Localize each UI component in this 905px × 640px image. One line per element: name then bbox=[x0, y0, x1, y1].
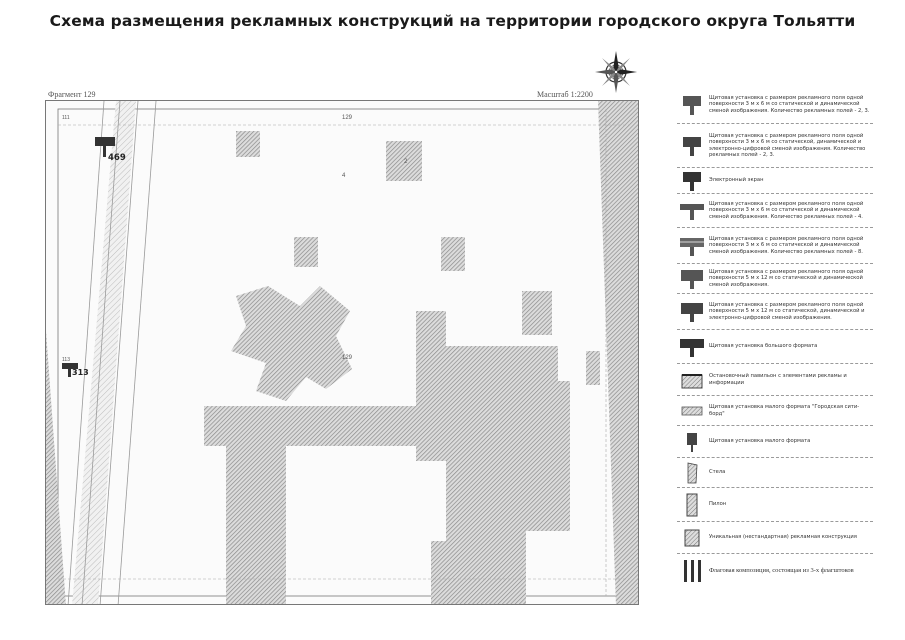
cross-building bbox=[231, 286, 352, 401]
legend-item bbox=[677, 330, 873, 364]
parcel-label: 2 bbox=[404, 159, 408, 165]
building bbox=[236, 131, 260, 157]
legend-item bbox=[677, 488, 873, 522]
large-format-icon bbox=[679, 336, 705, 358]
parcel-label: 129 bbox=[342, 115, 353, 121]
electronic-screen-icon bbox=[681, 170, 703, 192]
legend-text: Щитовая установка с размером рекламного поля одной поверхности 3 м х 6 м со статической и динамической сменой изображения. Количество рекламных полей - 2, 3. bbox=[709, 95, 870, 114]
legend-text: Щитовая установка с размером рекламного поля одной поверхности 3 м х 6 м со статической, динамической и электронно-цифровой сменой изображения. Количество рекламных полей - 2, 3. bbox=[709, 133, 866, 158]
small-format-icon bbox=[682, 431, 702, 453]
legend-text: Электронный экран bbox=[709, 177, 764, 184]
building bbox=[522, 291, 552, 335]
billboard-marker-icon[interactable] bbox=[62, 363, 89, 377]
legend-item bbox=[677, 228, 873, 264]
legend-text: Щитовая установка малого формата bbox=[709, 438, 811, 445]
map-canvas[interactable] bbox=[45, 100, 639, 605]
pavilion-icon bbox=[680, 370, 704, 390]
billboard-large-digital-icon bbox=[680, 301, 704, 323]
marker-number: 313 bbox=[72, 368, 89, 377]
pylon-icon bbox=[682, 492, 702, 518]
building bbox=[586, 351, 600, 385]
legend-text: Щитовая установка малого формата "Городская сити-борд" bbox=[709, 404, 860, 417]
stela-icon bbox=[682, 461, 702, 485]
legend-item bbox=[677, 194, 873, 228]
road-shoulder bbox=[46, 331, 66, 605]
legend-text: Остановочный павильон с элементами рекламы и информации bbox=[709, 373, 847, 386]
main-complex-west bbox=[204, 406, 418, 605]
legend-item bbox=[677, 426, 873, 458]
legend-item bbox=[677, 364, 873, 396]
parcel-label: 113 bbox=[62, 357, 70, 363]
legend-item bbox=[677, 554, 873, 588]
legend-item bbox=[677, 294, 873, 330]
legend-text: Уникальная (нестандартная) рекламная конструкция bbox=[709, 534, 857, 541]
legend-item bbox=[677, 86, 873, 124]
parcel-label: 111 bbox=[62, 115, 70, 121]
page-title: Схема размещения рекламных конструкций на территории городского округа Тольятти bbox=[49, 12, 856, 30]
billboard-large-static-icon bbox=[680, 268, 704, 290]
road-strip bbox=[72, 101, 136, 605]
building bbox=[441, 237, 465, 271]
legend-text: Флаговая композиция, состоящая из 3-х флагштоков bbox=[709, 567, 854, 574]
legend-item bbox=[677, 124, 873, 168]
legend-text: Щитовая установка с размером рекламного поля одной поверхности 3 м х 6 м со статической и динамической сменой изображения. Количество рекламных полей - 4. bbox=[709, 201, 864, 220]
flag-composition-icon bbox=[681, 558, 703, 584]
compass-rose-icon bbox=[594, 50, 638, 94]
parcel-label: 4 bbox=[342, 173, 346, 179]
billboard-four-fields-icon bbox=[679, 200, 705, 222]
legend-text: Щитовая установка большого формата bbox=[709, 343, 818, 350]
city-board-icon bbox=[680, 403, 704, 419]
right-strip bbox=[598, 101, 639, 605]
fragment-label: Фрагмент 129 bbox=[48, 90, 96, 99]
legend-text: Пилон bbox=[709, 501, 727, 508]
legend-item bbox=[677, 458, 873, 488]
marker-number: 469 bbox=[108, 153, 126, 163]
legend-item bbox=[677, 396, 873, 426]
unique-construction-icon bbox=[682, 527, 702, 549]
billboard-eight-fields-icon bbox=[679, 235, 705, 257]
legend-item bbox=[677, 168, 873, 194]
legend-item bbox=[677, 522, 873, 554]
billboard-static-icon bbox=[681, 94, 703, 116]
legend-text: Щитовая установка с размером рекламного поля одной поверхности 5 м х 12 м со статической, динамической и электронно-цифровой сменой изображения. bbox=[709, 302, 865, 321]
main-complex bbox=[416, 311, 570, 605]
building bbox=[294, 237, 318, 267]
legend-text: Стела bbox=[709, 469, 726, 476]
scale-label: Масштаб 1:2200 bbox=[537, 90, 593, 99]
legend-item bbox=[677, 264, 873, 294]
legend-text: Щитовая установка с размером рекламного поля одной поверхности 3 м х 6 м со статической и динамической сменой изображения. Количество рекламных полей - 8. bbox=[709, 236, 864, 255]
billboard-digital-icon bbox=[681, 135, 703, 157]
parcel-label: 129 bbox=[342, 355, 353, 361]
legend-text: Щитовая установка с размером рекламного поля одной поверхности 5 м х 12 м со статической и динамической сменой изображения. bbox=[709, 269, 864, 288]
legend bbox=[677, 86, 873, 588]
